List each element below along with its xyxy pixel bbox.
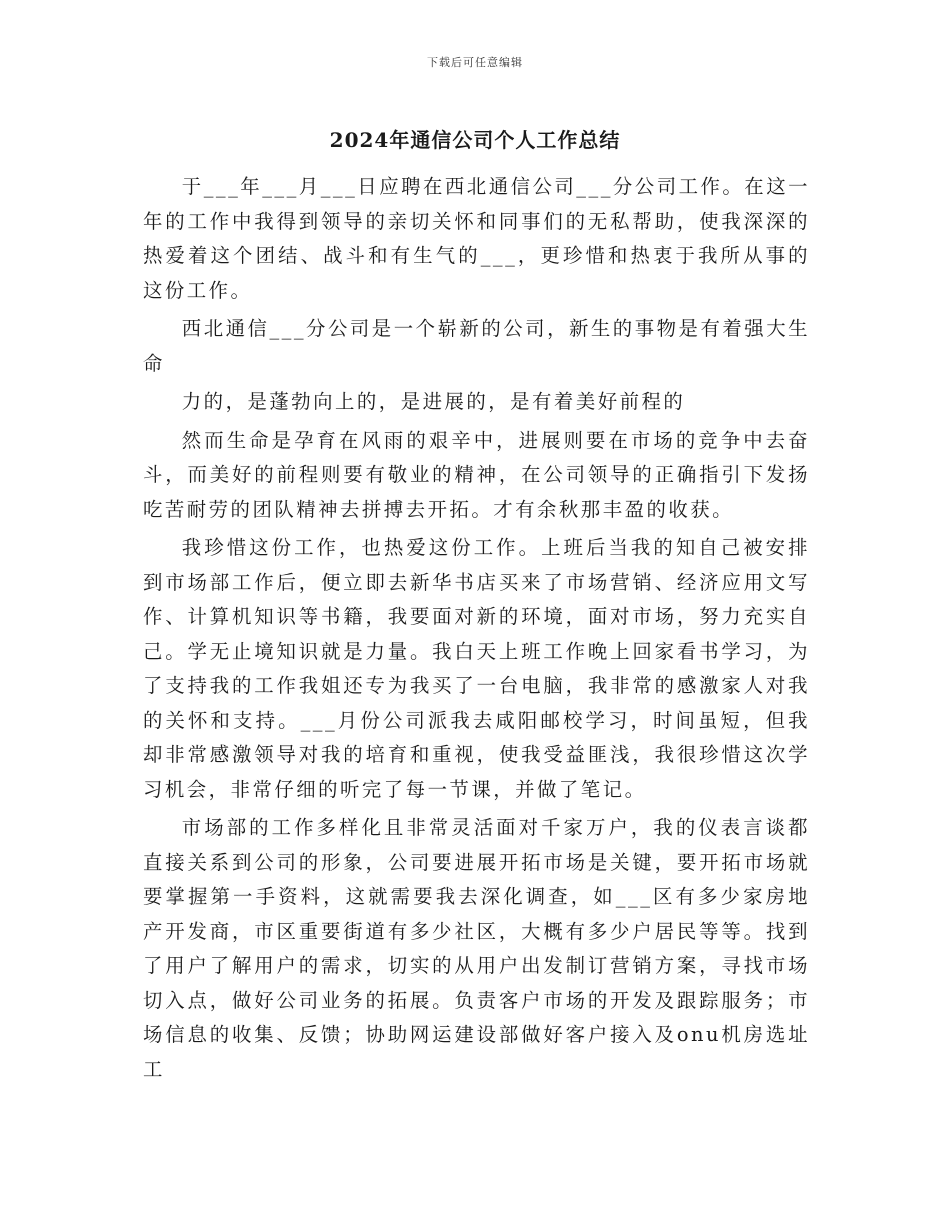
paragraph: 西北通信___分公司是一个崭新的公司，新生的事物是有着强大生命 [143, 317, 810, 375]
document-body [143, 170, 810, 1091]
paragraph: 我珍惜这份工作，也热爱这份工作。上班后当我的知自己被安排到市场部工作后，便立即去新华书店买来了市场营销、经济应用文写作、计算机知识等书籍，我要面对新的环境，面对市场，努力充实自己。学无止境知识就是力量。我白天上班工作晚上回家看书学习，为了支持我的工作我姐还专为我买了一台电脑，我非常的感激家人对我的关怀和支持。___月份公司派我去咸阳邮校学习，时间虽短，但我却非常感激领导对我的培育和重视，使我受益匪浅，我很珍惜这次学习机会，非常仔细的听完了每一节课，并做了笔记。 [143, 536, 810, 801]
document-title: 2024年通信公司个人工作总结 [329, 128, 621, 152]
paragraph: 然而生命是孕育在风雨的艰辛中，进展则要在市场的竞争中去奋斗，而美好的前程则要有敬业的精神，在公司领导的正确指引下发扬吃苦耐劳的团队精神去拼搏去开拓。才有余秋那丰盈的收获。 [143, 428, 810, 521]
paragraph: 于___年___月___日应聘在西北通信公司___分公司工作。在这一年的工作中我得到领导的亲切关怀和同事们的无私帮助，使我深深的热爱着这个团结、战斗和有生气的___，更珍惜和热衷于我所从事的这份工作。 [143, 175, 810, 302]
header-note: 下载后可任意编辑 [427, 56, 523, 69]
paragraph: 力的，是蓬勃向上的，是进展的，是有着美好前程的 [181, 390, 686, 413]
paragraph: 市场部的工作多样化且非常灵活面对千家万户，我的仪表言谈都直接关系到公司的形象，公司要进展开拓市场是关键，要开拓市场就要掌握第一手资料，这就需要我去深化调查，如___区有多少家房地产开发商，市区重要街道有多少社区，大概有多少户居民等等。找到了用户了解用户的需求，切实的从用户出发制订营销方案，寻找市场切入点，做好公司业务的拓展。负责客户市场的开发及跟踪服务；市场信息的收集、反馈；协助网运建设部做好客户接入及onu机房选址工 [143, 816, 810, 1081]
